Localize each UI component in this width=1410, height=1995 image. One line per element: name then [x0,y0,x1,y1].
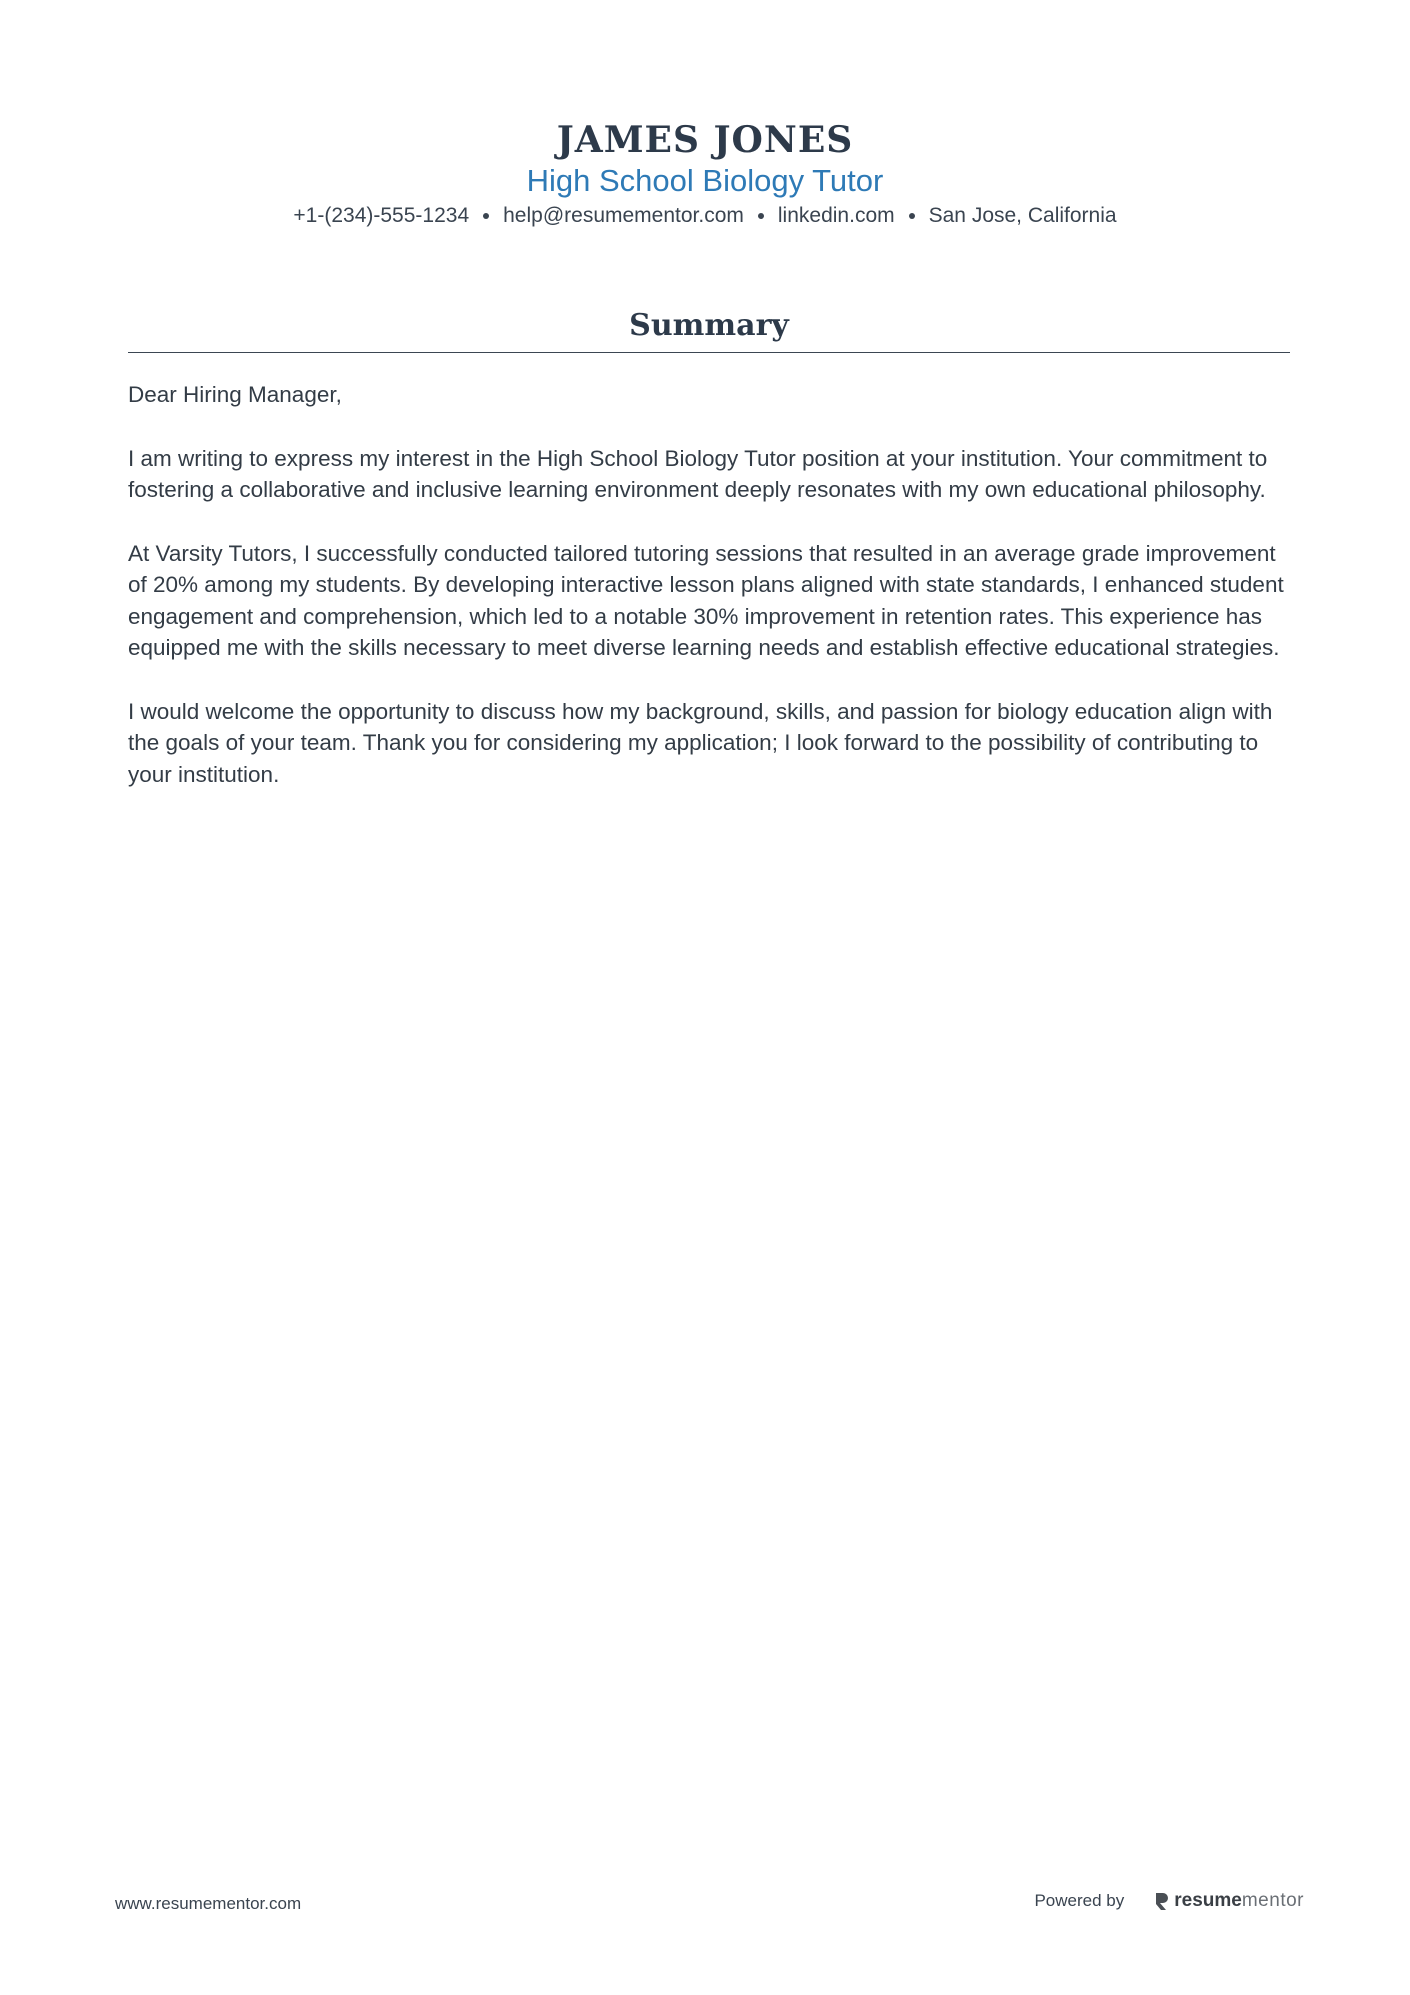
powered-by-label: Powered by [1034,1891,1125,1910]
contact-info [0,202,1410,230]
section-heading: Summary [128,306,1290,353]
contact-email: help@resumementor.com [503,204,744,227]
footer-branding [1034,1890,1304,1912]
contact-phone: +1-(234)-555-1234 [293,204,470,227]
summary-section [128,306,1290,822]
applicant-name: JAMES JONES [556,119,854,161]
contact-location: San Jose, California [928,204,1117,227]
logo-text-bold: resume [1174,1890,1242,1911]
letter-body [128,379,1290,790]
footer-website: www.resumementor.com [115,1894,302,1913]
job-title: High School Biology Tutor [526,163,884,198]
salutation: Dear Hiring Manager, [128,382,342,407]
resumementor-logo [1154,1890,1304,1912]
logo-text-light: mentor [1241,1890,1304,1911]
letter-paragraph: I would welcome the opportunity to discuss how my background, skills, and passion for biology education align with the goals of your team. Thank you for considering my application; I look forward to the possibility of contributing to your institution. [128,698,1273,787]
letter-paragraph: At Varsity Tutors, I successfully conducted tailored tutoring sessions that resulted in an average grade improvement of 20% among my students. By developing interactive lesson plans aligned with state standards, I enhanced student engagement and comprehension, which led to a notable 30% improvement in retention rates. This experience has equipped me with the skills necessary to meet diverse learning needs and establish effective educational strategies. [128,540,1284,660]
bullet-separator [758,213,764,219]
letter-paragraph: I am writing to express my interest in the High School Biology Tutor position at your institution. Your commitment to fostering a collaborative and inclusive learning environment deeply resonates with my own educational philosophy. [128,445,1268,502]
letter-header [0,118,1410,230]
bullet-separator [483,213,489,219]
bullet-separator [909,213,915,219]
resumementor-logo-icon [1154,1891,1170,1911]
contact-linkedin: linkedin.com [777,204,895,227]
